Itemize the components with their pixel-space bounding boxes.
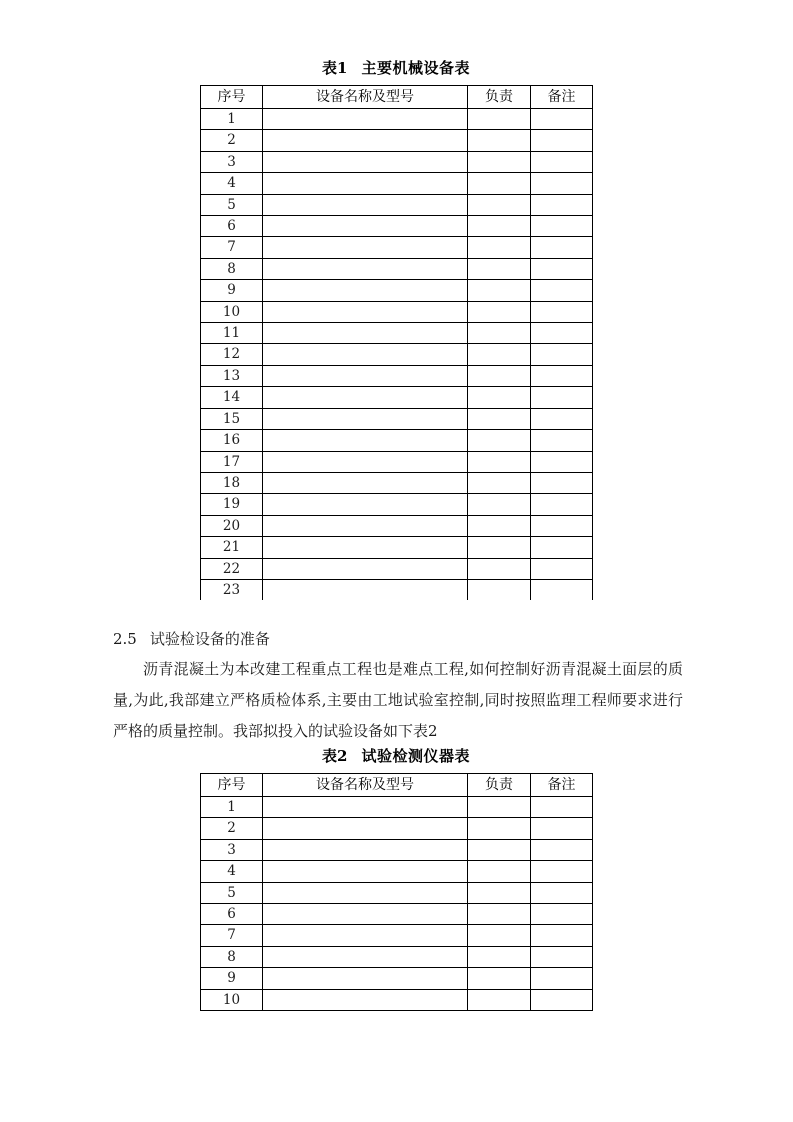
row-name-cell[interactable]	[263, 365, 468, 386]
table-row	[201, 451, 593, 472]
row-responsible-cell[interactable]	[468, 258, 531, 279]
row-index-cell[interactable]: 20	[201, 515, 263, 536]
table-row	[201, 882, 593, 903]
table1-caption	[200, 58, 592, 78]
row-responsible-cell[interactable]	[468, 109, 531, 130]
row-index-cell[interactable]: 2	[201, 130, 263, 151]
row-name-cell[interactable]	[263, 151, 468, 172]
row-responsible-cell[interactable]	[468, 797, 531, 818]
row-note-cell[interactable]	[531, 258, 593, 279]
row-index-cell[interactable]: 16	[201, 430, 263, 451]
row-name-cell[interactable]	[263, 558, 468, 579]
table-row	[201, 904, 593, 925]
table-row	[201, 946, 593, 967]
table-row	[201, 194, 593, 215]
row-name-cell[interactable]	[263, 989, 468, 1010]
table-row	[201, 344, 593, 365]
row-responsible-cell[interactable]	[468, 968, 531, 989]
table-row	[201, 408, 593, 429]
table-row	[201, 494, 593, 515]
section-heading	[113, 624, 683, 654]
row-note-cell[interactable]	[531, 130, 593, 151]
row-note-cell[interactable]	[531, 280, 593, 301]
row-responsible-cell[interactable]	[468, 925, 531, 946]
row-note-cell[interactable]	[531, 323, 593, 344]
row-responsible-cell[interactable]	[468, 472, 531, 493]
table-row	[201, 237, 593, 258]
table-row	[201, 301, 593, 322]
table-row	[201, 280, 593, 301]
row-name-cell[interactable]	[263, 537, 468, 558]
row-responsible-cell[interactable]	[468, 365, 531, 386]
row-note-cell[interactable]	[531, 216, 593, 237]
section-heading-text: 试验检设备的准备	[149, 630, 270, 648]
row-note-cell[interactable]	[531, 579, 593, 600]
row-note-cell[interactable]	[531, 387, 593, 408]
row-index-cell[interactable]: 10	[201, 989, 263, 1010]
row-responsible-cell[interactable]	[468, 130, 531, 151]
row-note-cell[interactable]	[531, 109, 593, 130]
table-row	[201, 430, 593, 451]
row-responsible-cell[interactable]	[468, 301, 531, 322]
row-name-cell[interactable]	[263, 130, 468, 151]
row-name-cell[interactable]	[263, 472, 468, 493]
row-responsible-cell[interactable]	[468, 494, 531, 515]
row-index-cell[interactable]: 1	[201, 797, 263, 818]
row-index-cell[interactable]: 4	[201, 173, 263, 194]
row-name-cell[interactable]	[263, 882, 468, 903]
row-note-cell[interactable]	[531, 237, 593, 258]
row-note-cell[interactable]	[531, 365, 593, 386]
row-name-cell[interactable]	[263, 344, 468, 365]
row-name-cell[interactable]	[263, 818, 468, 839]
row-responsible-cell[interactable]	[468, 173, 531, 194]
row-note-cell[interactable]	[531, 882, 593, 903]
row-name-cell[interactable]	[263, 861, 468, 882]
row-note-cell[interactable]	[531, 989, 593, 1010]
table-row	[201, 109, 593, 130]
row-responsible-cell[interactable]	[468, 194, 531, 215]
table-row	[201, 925, 593, 946]
row-note-cell[interactable]	[531, 861, 593, 882]
row-note-cell[interactable]	[531, 904, 593, 925]
row-note-cell[interactable]	[531, 515, 593, 536]
row-name-cell[interactable]	[263, 515, 468, 536]
row-index-cell[interactable]: 17	[201, 451, 263, 472]
row-name-cell[interactable]	[263, 258, 468, 279]
row-index-cell[interactable]: 7	[201, 925, 263, 946]
equipment-table	[200, 85, 593, 600]
row-responsible-cell[interactable]	[468, 861, 531, 882]
row-responsible-cell[interactable]	[468, 387, 531, 408]
row-name-cell[interactable]	[263, 925, 468, 946]
row-responsible-cell[interactable]	[468, 839, 531, 860]
row-name-cell[interactable]	[263, 408, 468, 429]
table2-caption	[200, 746, 592, 766]
table1-col-index: 序号	[201, 86, 263, 109]
row-index-cell[interactable]: 2	[201, 818, 263, 839]
row-responsible-cell[interactable]	[468, 989, 531, 1010]
row-index-cell[interactable]: 8	[201, 946, 263, 967]
row-index-cell[interactable]: 18	[201, 472, 263, 493]
row-name-cell[interactable]	[263, 237, 468, 258]
table2-col-name: 设备名称及型号	[263, 774, 468, 797]
table1-col-name: 设备名称及型号	[263, 86, 468, 109]
row-note-cell[interactable]	[531, 344, 593, 365]
table-row	[201, 173, 593, 194]
row-name-cell[interactable]	[263, 904, 468, 925]
row-name-cell[interactable]	[263, 430, 468, 451]
row-name-cell[interactable]	[263, 797, 468, 818]
row-responsible-cell[interactable]	[468, 216, 531, 237]
row-responsible-cell[interactable]	[468, 818, 531, 839]
table-row	[201, 989, 593, 1010]
row-note-cell[interactable]	[531, 818, 593, 839]
row-note-cell[interactable]	[531, 430, 593, 451]
row-responsible-cell[interactable]	[468, 451, 531, 472]
row-responsible-cell[interactable]	[468, 515, 531, 536]
table-row	[201, 130, 593, 151]
row-name-cell[interactable]	[263, 109, 468, 130]
row-note-cell[interactable]	[531, 151, 593, 172]
row-responsible-cell[interactable]	[468, 237, 531, 258]
row-note-cell[interactable]	[531, 472, 593, 493]
table2-col-resp: 负责	[468, 774, 531, 797]
row-responsible-cell[interactable]	[468, 579, 531, 600]
row-name-cell[interactable]	[263, 946, 468, 967]
row-index-cell[interactable]: 10	[201, 301, 263, 322]
row-note-cell[interactable]	[531, 173, 593, 194]
table-row	[201, 151, 593, 172]
table-row	[201, 323, 593, 344]
table-row	[201, 537, 593, 558]
row-index-cell[interactable]: 13	[201, 365, 263, 386]
table-row	[201, 968, 593, 989]
row-index-cell[interactable]: 12	[201, 344, 263, 365]
table-row	[201, 861, 593, 882]
table-header-row	[201, 774, 593, 797]
table-row	[201, 216, 593, 237]
row-note-cell[interactable]	[531, 537, 593, 558]
row-index-cell[interactable]: 4	[201, 861, 263, 882]
row-index-cell[interactable]: 19	[201, 494, 263, 515]
row-name-cell[interactable]	[263, 323, 468, 344]
row-index-cell[interactable]: 3	[201, 151, 263, 172]
row-index-cell[interactable]: 5	[201, 194, 263, 215]
row-responsible-cell[interactable]	[468, 280, 531, 301]
table-row	[201, 387, 593, 408]
row-responsible-cell[interactable]	[468, 430, 531, 451]
row-responsible-cell[interactable]	[468, 558, 531, 579]
section-2-5	[113, 624, 683, 747]
table-row	[201, 258, 593, 279]
row-index-cell[interactable]: 7	[201, 237, 263, 258]
row-index-cell[interactable]: 11	[201, 323, 263, 344]
table-row	[201, 515, 593, 536]
row-responsible-cell[interactable]	[468, 151, 531, 172]
table-row	[201, 472, 593, 493]
table2-caption-text: 试验检测仪器表	[361, 747, 470, 765]
section-paragraph: 沥青混凝土为本改建工程重点工程也是难点工程,如何控制好沥青混凝土面层的质量,为此,我部建立严格质检体系,主要由工地试验室控制,同时按照监理工程师要求进行严格的质量控制。我部拟投入的试验设备如下表2	[113, 660, 683, 740]
row-note-cell[interactable]	[531, 839, 593, 860]
table2-caption-label: 表2	[322, 747, 348, 765]
table-row	[201, 365, 593, 386]
row-index-cell[interactable]: 9	[201, 280, 263, 301]
row-index-cell[interactable]: 22	[201, 558, 263, 579]
row-name-cell[interactable]	[263, 451, 468, 472]
row-name-cell[interactable]	[263, 280, 468, 301]
row-index-cell[interactable]: 5	[201, 882, 263, 903]
table-row	[201, 558, 593, 579]
row-note-cell[interactable]	[531, 408, 593, 429]
row-responsible-cell[interactable]	[468, 882, 531, 903]
row-index-cell[interactable]: 6	[201, 216, 263, 237]
test-instrument-table	[200, 773, 593, 1011]
row-name-cell[interactable]	[263, 839, 468, 860]
row-name-cell[interactable]	[263, 216, 468, 237]
row-note-cell[interactable]	[531, 194, 593, 215]
table1-col-note: 备注	[531, 86, 593, 109]
table2-col-index: 序号	[201, 774, 263, 797]
row-note-cell[interactable]	[531, 925, 593, 946]
row-name-cell[interactable]	[263, 194, 468, 215]
row-note-cell[interactable]	[531, 301, 593, 322]
row-index-cell[interactable]: 14	[201, 387, 263, 408]
table2-col-note: 备注	[531, 774, 593, 797]
table-row	[201, 818, 593, 839]
row-name-cell[interactable]	[263, 301, 468, 322]
row-index-cell[interactable]: 6	[201, 904, 263, 925]
row-responsible-cell[interactable]	[468, 408, 531, 429]
row-note-cell[interactable]	[531, 797, 593, 818]
table-row	[201, 579, 593, 600]
row-name-cell[interactable]	[263, 173, 468, 194]
table1-caption-label: 表1	[322, 59, 348, 77]
table-row	[201, 839, 593, 860]
row-note-cell[interactable]	[531, 558, 593, 579]
table1-caption-text: 主要机械设备表	[361, 59, 470, 77]
row-name-cell[interactable]	[263, 579, 468, 600]
row-index-cell[interactable]: 15	[201, 408, 263, 429]
row-note-cell[interactable]	[531, 494, 593, 515]
section-number: 2.5	[113, 630, 137, 648]
table1-col-resp: 负责	[468, 86, 531, 109]
table-header-row	[201, 86, 593, 109]
row-index-cell[interactable]: 3	[201, 839, 263, 860]
table2-container	[200, 773, 593, 1011]
row-note-cell[interactable]	[531, 451, 593, 472]
table1-container	[200, 85, 593, 600]
row-note-cell[interactable]	[531, 946, 593, 967]
row-name-cell[interactable]	[263, 387, 468, 408]
row-name-cell[interactable]	[263, 968, 468, 989]
row-index-cell[interactable]: 1	[201, 109, 263, 130]
row-responsible-cell[interactable]	[468, 537, 531, 558]
row-responsible-cell[interactable]	[468, 323, 531, 344]
row-index-cell[interactable]: 21	[201, 537, 263, 558]
row-responsible-cell[interactable]	[468, 344, 531, 365]
row-responsible-cell[interactable]	[468, 946, 531, 967]
row-note-cell[interactable]	[531, 968, 593, 989]
row-index-cell[interactable]: 23	[201, 579, 263, 600]
row-name-cell[interactable]	[263, 494, 468, 515]
row-index-cell[interactable]: 9	[201, 968, 263, 989]
row-index-cell[interactable]: 8	[201, 258, 263, 279]
row-responsible-cell[interactable]	[468, 904, 531, 925]
table-row	[201, 797, 593, 818]
